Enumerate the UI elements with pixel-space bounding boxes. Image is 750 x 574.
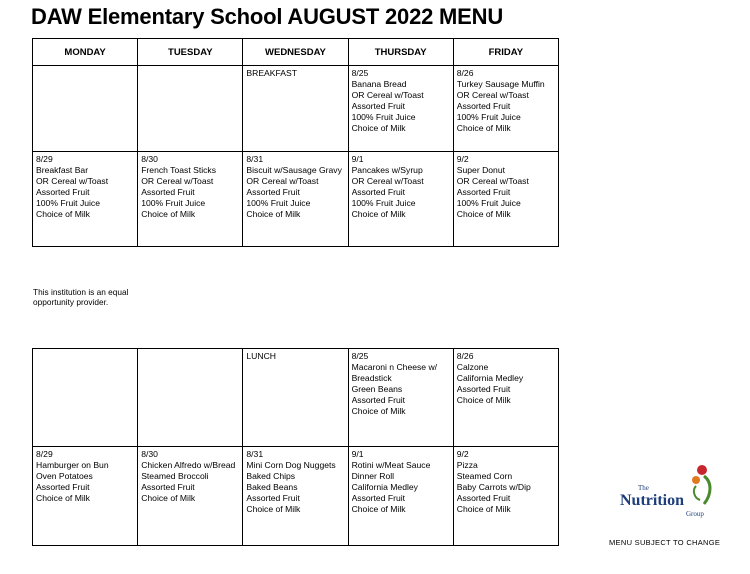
menu-cell <box>138 152 243 247</box>
menu-line: 100% Fruit Juice <box>456 112 521 122</box>
menu-cell <box>243 349 348 447</box>
menu-line: Biscuit w/Sausage Gravy <box>246 165 342 175</box>
menu-line: 8/25 <box>351 68 369 78</box>
week-row <box>33 349 559 447</box>
menu-line: Baked Chips <box>246 471 296 481</box>
menu-line: Dinner Roll <box>351 471 395 481</box>
week-row <box>33 66 559 152</box>
menu-line: 8/26 <box>456 351 474 361</box>
menu-line: 8/31 <box>246 449 264 459</box>
menu-line: Baby Carrots w/Dip <box>456 482 531 492</box>
menu-line: OR Cereal w/Toast <box>456 90 529 100</box>
week-row <box>33 152 559 247</box>
menu-line: 8/31 <box>246 154 264 164</box>
menu-cell <box>138 447 243 546</box>
menu-line: Baked Beans <box>246 482 298 492</box>
menu-line: Choice of Milk <box>456 209 511 219</box>
menu-line: Assorted Fruit <box>456 187 511 197</box>
menu-line: 8/30 <box>141 154 158 164</box>
fruit-icon <box>608 460 728 520</box>
menu-line: 100% Fruit Juice <box>246 198 311 208</box>
notice-line: This institution is an equal <box>33 287 129 297</box>
menu-line: Steamed Broccoli <box>141 471 209 481</box>
menu-cell <box>33 349 138 447</box>
nutrition-group-logo <box>608 460 728 520</box>
menu-cell <box>33 66 138 152</box>
menu-line: Super Donut <box>456 165 506 175</box>
menu-line: 100% Fruit Juice <box>456 198 521 208</box>
menu-cell <box>33 152 138 247</box>
logo-the: The <box>638 484 649 492</box>
menu-line: OR Cereal w/Toast <box>351 176 424 186</box>
page-title: DAW Elementary School AUGUST 2022 MENU <box>31 4 504 29</box>
day-header: MONDAY <box>33 39 138 66</box>
day-header: THURSDAY <box>348 39 453 66</box>
menu-line: Chicken Alfredo w/Bread <box>141 460 236 470</box>
menu-line: 9/1 <box>351 449 364 459</box>
menu-line: OR Cereal w/Toast <box>246 176 319 186</box>
menu-line: Assorted Fruit <box>141 187 195 197</box>
menu-line: Choice of Milk <box>246 209 301 219</box>
menu-line: OR Cereal w/Toast <box>351 90 424 100</box>
menu-cell <box>243 447 348 546</box>
menu-line: Choice of Milk <box>456 504 511 514</box>
menu-line: 100% Fruit Juice <box>141 198 206 208</box>
menu-line: Choice of Milk <box>36 209 90 219</box>
menu-line: Assorted Fruit <box>36 187 90 197</box>
notice-line: opportunity provider. <box>33 297 109 307</box>
menu-line: Oven Potatoes <box>36 471 93 481</box>
day-header-row <box>33 39 559 66</box>
menu-line: Choice of Milk <box>351 123 406 133</box>
menu-cell <box>33 447 138 546</box>
menu-line: Choice of Milk <box>351 209 406 219</box>
menu-line: French Toast Sticks <box>141 165 217 175</box>
menu-cell <box>243 66 348 152</box>
menu-line: Pancakes w/Syrup <box>351 165 423 175</box>
menu-line: Turkey Sausage Muffin <box>456 79 545 89</box>
equal-opportunity-notice <box>33 287 143 307</box>
week-row <box>33 447 559 546</box>
menu-line: Choice of Milk <box>351 406 406 416</box>
menu-line: Calzone <box>456 362 489 372</box>
menu-line: Choice of Milk <box>141 209 196 219</box>
menu-cell <box>348 349 453 447</box>
menu-line: 8/29 <box>36 449 53 459</box>
menu-cell <box>348 66 453 152</box>
menu-line: Assorted Fruit <box>36 482 90 492</box>
menu-line: Mini Corn Dog Nuggets <box>246 460 336 470</box>
menu-line: Hamburger on Bun <box>36 460 109 470</box>
logo-group: Group <box>686 510 704 518</box>
menu-line: Pizza <box>456 460 478 470</box>
menu-line: Choice of Milk <box>246 504 301 514</box>
menu-line: Rotini w/Meat Sauce <box>351 460 431 470</box>
menu-line: Assorted Fruit <box>246 187 300 197</box>
breakfast-table <box>32 38 559 247</box>
menu-line: 100% Fruit Juice <box>351 198 416 208</box>
menu-line: Assorted Fruit <box>246 493 300 503</box>
menu-line: 8/26 <box>456 68 474 78</box>
menu-line: OR Cereal w/Toast <box>141 176 214 186</box>
menu-line: Assorted Fruit <box>456 493 511 503</box>
menu-cell <box>453 66 558 152</box>
menu-line: 8/29 <box>36 154 53 164</box>
menu-line: Assorted Fruit <box>141 482 195 492</box>
menu-cell <box>138 66 243 152</box>
menu-line: California Medley <box>351 482 418 492</box>
day-header: TUESDAY <box>138 39 243 66</box>
menu-cell <box>348 447 453 546</box>
menu-line: Banana Bread <box>351 79 407 89</box>
menu-cell <box>453 152 558 247</box>
menu-line: Choice of Milk <box>36 493 90 503</box>
menu-cell <box>348 152 453 247</box>
menu-line: BREAKFAST <box>246 68 297 78</box>
menu-cell <box>243 152 348 247</box>
menu-line: Breadstick <box>351 373 392 383</box>
menu-line: Assorted Fruit <box>351 493 406 503</box>
menu-line: 9/2 <box>456 449 469 459</box>
day-header: FRIDAY <box>453 39 558 66</box>
menu-line: California Medley <box>456 373 524 383</box>
menu-line: Assorted Fruit <box>351 101 406 111</box>
menu-line: Assorted Fruit <box>351 395 406 405</box>
menu-line: Steamed Corn <box>456 471 513 481</box>
menu-line: Assorted Fruit <box>351 187 406 197</box>
menu-cell <box>453 447 558 546</box>
menu-line: Assorted Fruit <box>456 384 511 394</box>
menu-line: Green Beans <box>351 384 403 394</box>
menu-line: 8/30 <box>141 449 158 459</box>
menu-line: Choice of Milk <box>351 504 406 514</box>
menu-line: Macaroni n Cheese w/ <box>351 362 438 372</box>
menu-line: 8/25 <box>351 351 369 361</box>
menu-line: 100% Fruit Juice <box>351 112 416 122</box>
logo-nutrition: Nutrition <box>620 492 684 509</box>
menu-line: 9/2 <box>456 154 469 164</box>
menu-cell <box>453 349 558 447</box>
menu-line: OR Cereal w/Toast <box>36 176 109 186</box>
menu-line: 9/1 <box>351 154 364 164</box>
menu-line: Choice of Milk <box>456 395 511 405</box>
menu-cell <box>138 349 243 447</box>
menu-line: LUNCH <box>246 351 276 361</box>
menu-subject-to-change: MENU SUBJECT TO CHANGE <box>609 538 721 547</box>
menu-line: Assorted Fruit <box>456 101 511 111</box>
menu-line: Breakfast Bar <box>36 165 89 175</box>
day-header: WEDNESDAY <box>243 39 348 66</box>
menu-line: Choice of Milk <box>456 123 511 133</box>
menu-line: OR Cereal w/Toast <box>456 176 529 186</box>
menu-line: 100% Fruit Juice <box>36 198 101 208</box>
menu-line: Choice of Milk <box>141 493 196 503</box>
lunch-table <box>32 348 559 546</box>
